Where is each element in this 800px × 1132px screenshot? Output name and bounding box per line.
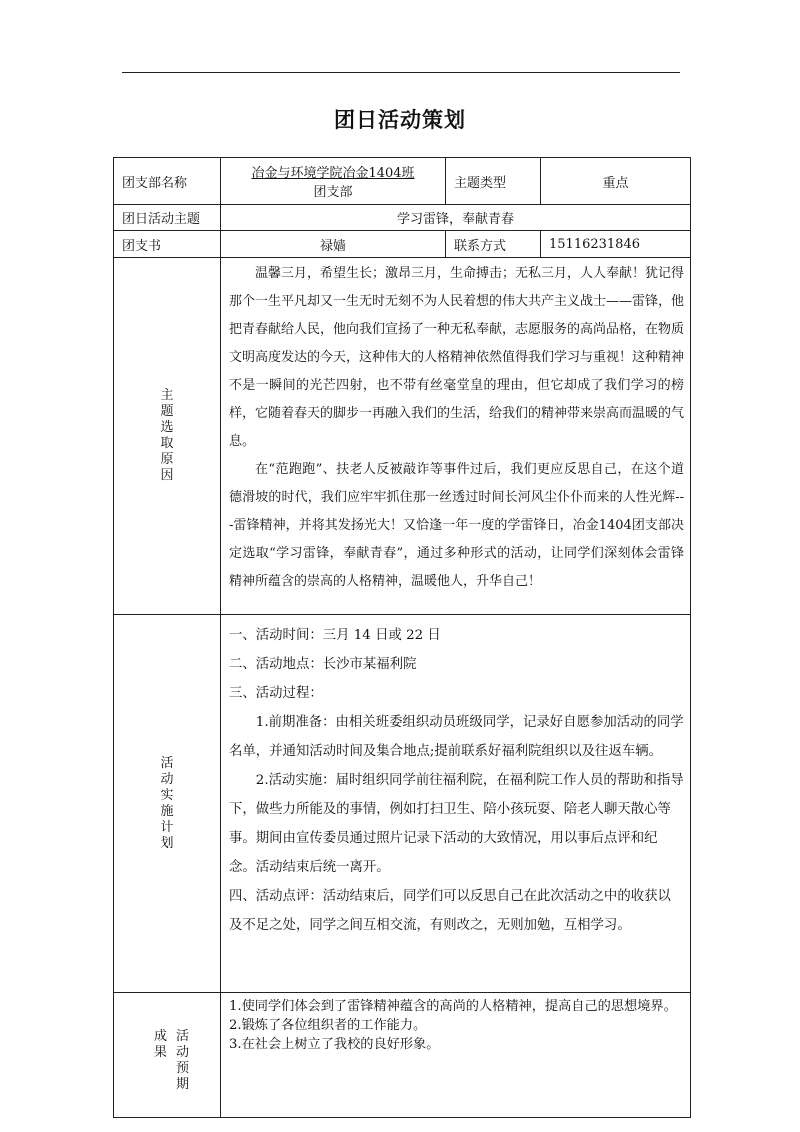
contact-label: 联系方式	[446, 231, 541, 258]
result-label-cell	[114, 993, 221, 1118]
plan-step-2: 2.活动实施：届时组织同学前往福利院，在福利院工作人员的帮助和指导下，做些力所能及的事情，例如打扫卫生、陪小孩玩耍、陪老人聊天散心等事。期间由宣传委员通过照片记录下活动的大致情况，用以事后点评和纪念。活动结束后统一离开。	[229, 773, 684, 875]
plan-review: 四、活动点评：活动结束后，同学们可以反思自己在此次活动之中的收获以及不足之处，同学之间互相交流，有则改之，无则加勉，互相学习。	[229, 889, 671, 933]
row-plan	[114, 615, 691, 993]
branch-value-line2: 团支部	[313, 185, 353, 200]
plan-label: 活动实施计划	[160, 755, 174, 851]
header-rule	[122, 72, 680, 73]
reason-label: 主题选取原因	[160, 388, 174, 483]
theme-value: 学习雷锋，奉献青春	[221, 205, 691, 231]
result-label-a: 活动预期	[176, 1029, 190, 1092]
row-result	[114, 993, 691, 1118]
row-secretary	[114, 231, 691, 258]
result-text	[221, 993, 691, 1118]
branch-label: 团支部名称	[114, 158, 221, 205]
secretary-label: 团支书	[114, 231, 221, 258]
branch-value	[221, 158, 446, 205]
result-item-3: 3.在社会上树立了我校的良好形象。	[229, 1037, 440, 1052]
result-item-2: 2.锻炼了各位组织者的工作能力。	[229, 1018, 427, 1033]
row-theme	[114, 205, 691, 231]
contact-value: 15116231846	[541, 231, 691, 258]
reason-paragraph-1: 温馨三月，希望生长；激昂三月，生命搏击；无私三月，人人奉献！犹记得那个一生平凡却又一生无时无刻不为人民着想的伟大共产主义战士——雷锋，他把青春献给人民，他向我们宣扬了一种无私奉献，志愿服务的高尚品格，在物质文明高度发达的今天，这种伟大的人格精神依然值得我们学习与重视！这种精神不是一瞬间的光芒四射，也不带有丝毫堂皇的理由，但它却成了我们学习的榜样，它随着春天的脚步一再融入我们的生活，给我们的精神带来崇高而温暖的气息。	[229, 266, 685, 449]
plan-text	[221, 615, 691, 993]
plan-process: 三、活动过程：	[229, 686, 323, 701]
reason-paragraph-2: 在“范跑跑”、扶老人反被敲诈等事件过后，我们更应反思自己，在这个道德滑坡的时代，我们应牢牢抓住那一丝透过时间长河风尘仆仆而来的人性光辉---雷锋精神，并将其发扬光大！又恰逢一年一度的学雷锋日，冶金1404团支部决定选取“学习雷锋，奉献青春”，通过多种形式的活动，让同学们深刻体会雷锋精神所蕴含的崇高的人格精神，温暖他人，升华自己！	[229, 462, 684, 589]
result-label-b: 成果	[154, 1029, 168, 1060]
type-value: 重点	[541, 158, 691, 205]
row-reason	[114, 258, 691, 615]
type-label: 主题类型	[446, 158, 541, 205]
plan-place: 二、活动地点：长沙市某福利院	[229, 657, 417, 672]
branch-value-line1: 冶金与环境学院冶金1404班	[251, 166, 415, 181]
theme-label: 团日活动主题	[114, 205, 221, 231]
document-title: 团日活动策划	[334, 108, 466, 132]
plan-time: 一、活动时间：三月 14 日或 22 日	[229, 628, 441, 643]
result-item-1: 1.使同学们体会到了雷锋精神蕴含的高尚的人格精神，提高自己的思想境界。	[229, 999, 677, 1014]
plan-form-table	[113, 157, 691, 1118]
secretary-value: 禄嫱	[221, 231, 446, 258]
row-branch	[114, 158, 691, 205]
plan-step-1: 1.前期准备：由相关班委组织动员班级同学，记录好自愿参加活动的同学名单，并通知活动时间及集合地点;提前联系好福利院组织以及往返车辆。	[229, 715, 684, 759]
reason-label-cell	[114, 258, 221, 615]
plan-label-cell	[114, 615, 221, 993]
reason-text	[221, 258, 691, 615]
